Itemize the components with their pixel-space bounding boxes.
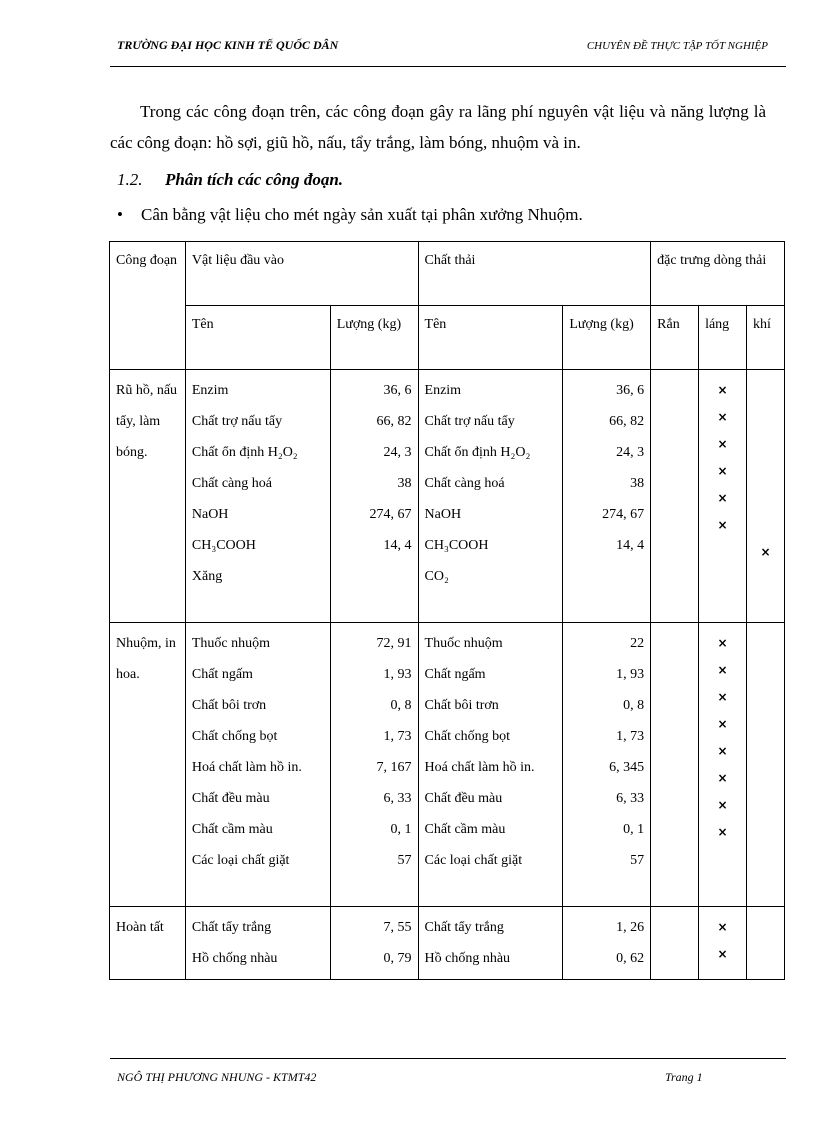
list-item: Enzim <box>191 383 229 398</box>
input-names-cell <box>185 623 330 907</box>
list-item: Các loại chất giặt <box>191 853 290 868</box>
list-item: Chất cầm màu <box>191 822 273 837</box>
header-report-title: CHUYÊN ĐỀ THỰC TẬP TỐT NGHIỆP <box>586 40 768 52</box>
list-item: Xăng <box>191 569 223 584</box>
input-amounts-cell <box>330 370 418 623</box>
list-item: 66, 82 <box>376 414 412 429</box>
list-item: Enzim <box>424 383 462 398</box>
section-heading <box>117 170 343 190</box>
list-item: Hồ chống nhàu <box>424 951 511 966</box>
list-item: 6, 345 <box>609 760 645 775</box>
liquid-mark: × <box>717 717 728 731</box>
col-header-input-name: Tên <box>185 306 330 370</box>
input-amounts-cell <box>330 907 418 980</box>
bullet-dot: • <box>117 205 123 224</box>
col-header-waste-amount: Lượng (kg) <box>563 306 651 370</box>
list-item: 6, 33 <box>616 791 645 806</box>
table-row <box>110 907 785 980</box>
col-header-waste: Chất thải <box>418 242 651 306</box>
list-item: 6, 33 <box>383 791 412 806</box>
liquid-mark: × <box>717 771 728 785</box>
list-item: 0, 8 <box>390 698 412 713</box>
input-names-cell <box>185 370 330 623</box>
gas-cell <box>746 370 784 623</box>
list-item: Chất tẩy trắng <box>191 920 272 935</box>
material-balance-table <box>109 241 785 980</box>
list-item: 24, 3 <box>383 445 412 460</box>
stage-cell: Hoàn tất <box>110 907 186 980</box>
list-item: Chất đều màu <box>191 791 270 806</box>
list-item: Chất trợ nấu tẩy <box>424 414 515 429</box>
section-number: 1.2. <box>117 170 143 189</box>
list-item: 0, 8 <box>623 698 645 713</box>
list-item: 36, 6 <box>616 383 645 398</box>
col-header-input: Vật liệu đầu vào <box>185 242 418 306</box>
list-item: 1, 73 <box>383 729 412 744</box>
list-item: Chất cầm màu <box>424 822 506 837</box>
liquid-mark: × <box>717 947 728 961</box>
bullet-text: Cân bằng vật liệu cho mét ngày sản xuất tại phân xưởng Nhuộm. <box>141 205 583 224</box>
liquid-mark: × <box>717 690 728 704</box>
list-item: 1, 26 <box>616 920 645 935</box>
liquid-mark: × <box>717 636 728 650</box>
list-item: 1, 93 <box>616 667 645 682</box>
liquid-mark: × <box>717 518 728 532</box>
input-names-cell <box>185 907 330 980</box>
list-item: NaOH <box>424 507 462 522</box>
liquid-mark: × <box>717 383 728 397</box>
liquid-cell <box>699 623 747 907</box>
col-header-flow: đặc trưng dòng thải <box>651 242 785 306</box>
list-item: Chất đều màu <box>424 791 503 806</box>
list-item: 36, 6 <box>383 383 412 398</box>
list-item: Các loại chất giặt <box>424 853 523 868</box>
liquid-cell <box>699 907 747 980</box>
list-item: Chất ngấm <box>191 667 253 682</box>
list-item: CO₂ <box>424 569 449 584</box>
list-item: Chất bôi trơn <box>424 698 499 713</box>
gas-cell <box>746 907 784 980</box>
liquid-mark: × <box>717 491 728 505</box>
liquid-mark: × <box>717 464 728 478</box>
list-item: Hồ chống nhàu <box>191 951 278 966</box>
list-item: 0, 79 <box>383 951 412 966</box>
section-title: Phân tích các công đoạn. <box>165 170 344 189</box>
list-item: 7, 55 <box>383 920 412 935</box>
list-item: Chất bôi trơn <box>191 698 267 713</box>
list-item: Chất chống bọt <box>191 729 278 744</box>
stage-cell: Nhuộm, in hoa. <box>110 623 186 907</box>
list-item: Chất càng hoá <box>191 476 272 491</box>
liquid-mark: × <box>717 744 728 758</box>
waste-amounts-cell <box>563 370 651 623</box>
col-header-stage: Công đoạn <box>110 242 186 370</box>
list-item: 14, 4 <box>616 538 645 553</box>
liquid-mark: × <box>717 920 728 934</box>
stage-cell: Rũ hồ, nấu tẩy, làm bóng. <box>110 370 186 623</box>
input-amounts-cell <box>330 623 418 907</box>
col-header-liquid: láng <box>699 306 747 370</box>
liquid-cell <box>699 370 747 623</box>
footer-page-number: Trang 1 <box>665 1070 703 1084</box>
header-divider <box>110 66 786 67</box>
list-item: Chất ổn định H₂O₂ <box>424 445 531 460</box>
waste-amounts-cell <box>563 907 651 980</box>
liquid-mark: × <box>717 798 728 812</box>
col-header-solid: Rắn <box>651 306 699 370</box>
list-item: 274, 67 <box>369 507 412 522</box>
list-item: Chất ổn định H₂O₂ <box>191 445 298 460</box>
list-item: Hoá chất làm hồ in. <box>424 760 535 775</box>
list-item: 24, 3 <box>616 445 645 460</box>
gas-cell <box>746 623 784 907</box>
liquid-mark: × <box>717 437 728 451</box>
bullet-item <box>117 205 583 225</box>
list-item: CH₃COOH <box>424 538 489 553</box>
list-item: Thuốc nhuộm <box>191 636 271 651</box>
col-header-input-amount: Lượng (kg) <box>330 306 418 370</box>
solid-cell <box>651 623 699 907</box>
liquid-mark: × <box>717 663 728 677</box>
waste-names-cell <box>418 370 563 623</box>
list-item: Chất ngấm <box>424 667 486 682</box>
list-item: 0, 1 <box>623 822 645 837</box>
list-item: 0, 62 <box>616 951 645 966</box>
list-item: Chất trợ nấu tẩy <box>191 414 283 429</box>
list-item: 1, 93 <box>383 667 412 682</box>
gas-mark: × <box>760 545 771 559</box>
list-item: 14, 4 <box>383 538 412 553</box>
intro-paragraph: Trong các công đoạn trên, các công đoạn gây ra lãng phí nguyên vật liệu và năng lượng là các công đoạn: hồ sợi, giũ hồ, nấu, tẩy trắng, làm bóng, nhuộm và in. <box>110 102 766 152</box>
list-item: Chất chống bọt <box>424 729 511 744</box>
col-header-waste-name: Tên <box>418 306 563 370</box>
list-item: 22 <box>630 636 645 651</box>
footer-divider <box>110 1058 786 1059</box>
list-item: 38 <box>397 476 412 491</box>
list-item: 57 <box>630 853 645 868</box>
liquid-mark: × <box>717 825 728 839</box>
waste-names-cell <box>418 907 563 980</box>
list-item: Thuốc nhuộm <box>424 636 503 651</box>
liquid-mark: × <box>717 410 728 424</box>
solid-cell <box>651 370 699 623</box>
list-item: 72, 91 <box>376 636 412 651</box>
waste-names-cell <box>418 623 563 907</box>
list-item: 66, 82 <box>609 414 645 429</box>
list-item: CH₃COOH <box>191 538 256 553</box>
footer-author: NGÔ THỊ PHƯƠNG NHUNG - KTMT42 <box>117 1070 317 1084</box>
list-item: NaOH <box>191 507 229 522</box>
solid-cell <box>651 907 699 980</box>
waste-amounts-cell <box>563 623 651 907</box>
table-row <box>110 370 785 623</box>
col-header-gas: khí <box>746 306 784 370</box>
list-item: 0, 1 <box>390 822 412 837</box>
header-university: TRƯỜNG ĐẠI HỌC KINH TẾ QUỐC DÂN <box>117 38 339 52</box>
list-item: Chất tẩy trắng <box>424 920 504 935</box>
list-item: 57 <box>397 853 412 868</box>
list-item: 7, 167 <box>376 760 412 775</box>
list-item: Chất càng hoá <box>424 476 505 491</box>
list-item: 274, 67 <box>602 507 645 522</box>
list-item: Hoá chất làm hồ in. <box>191 760 302 775</box>
list-item: 1, 73 <box>616 729 645 744</box>
list-item: 38 <box>630 476 645 491</box>
table-row <box>110 623 785 907</box>
